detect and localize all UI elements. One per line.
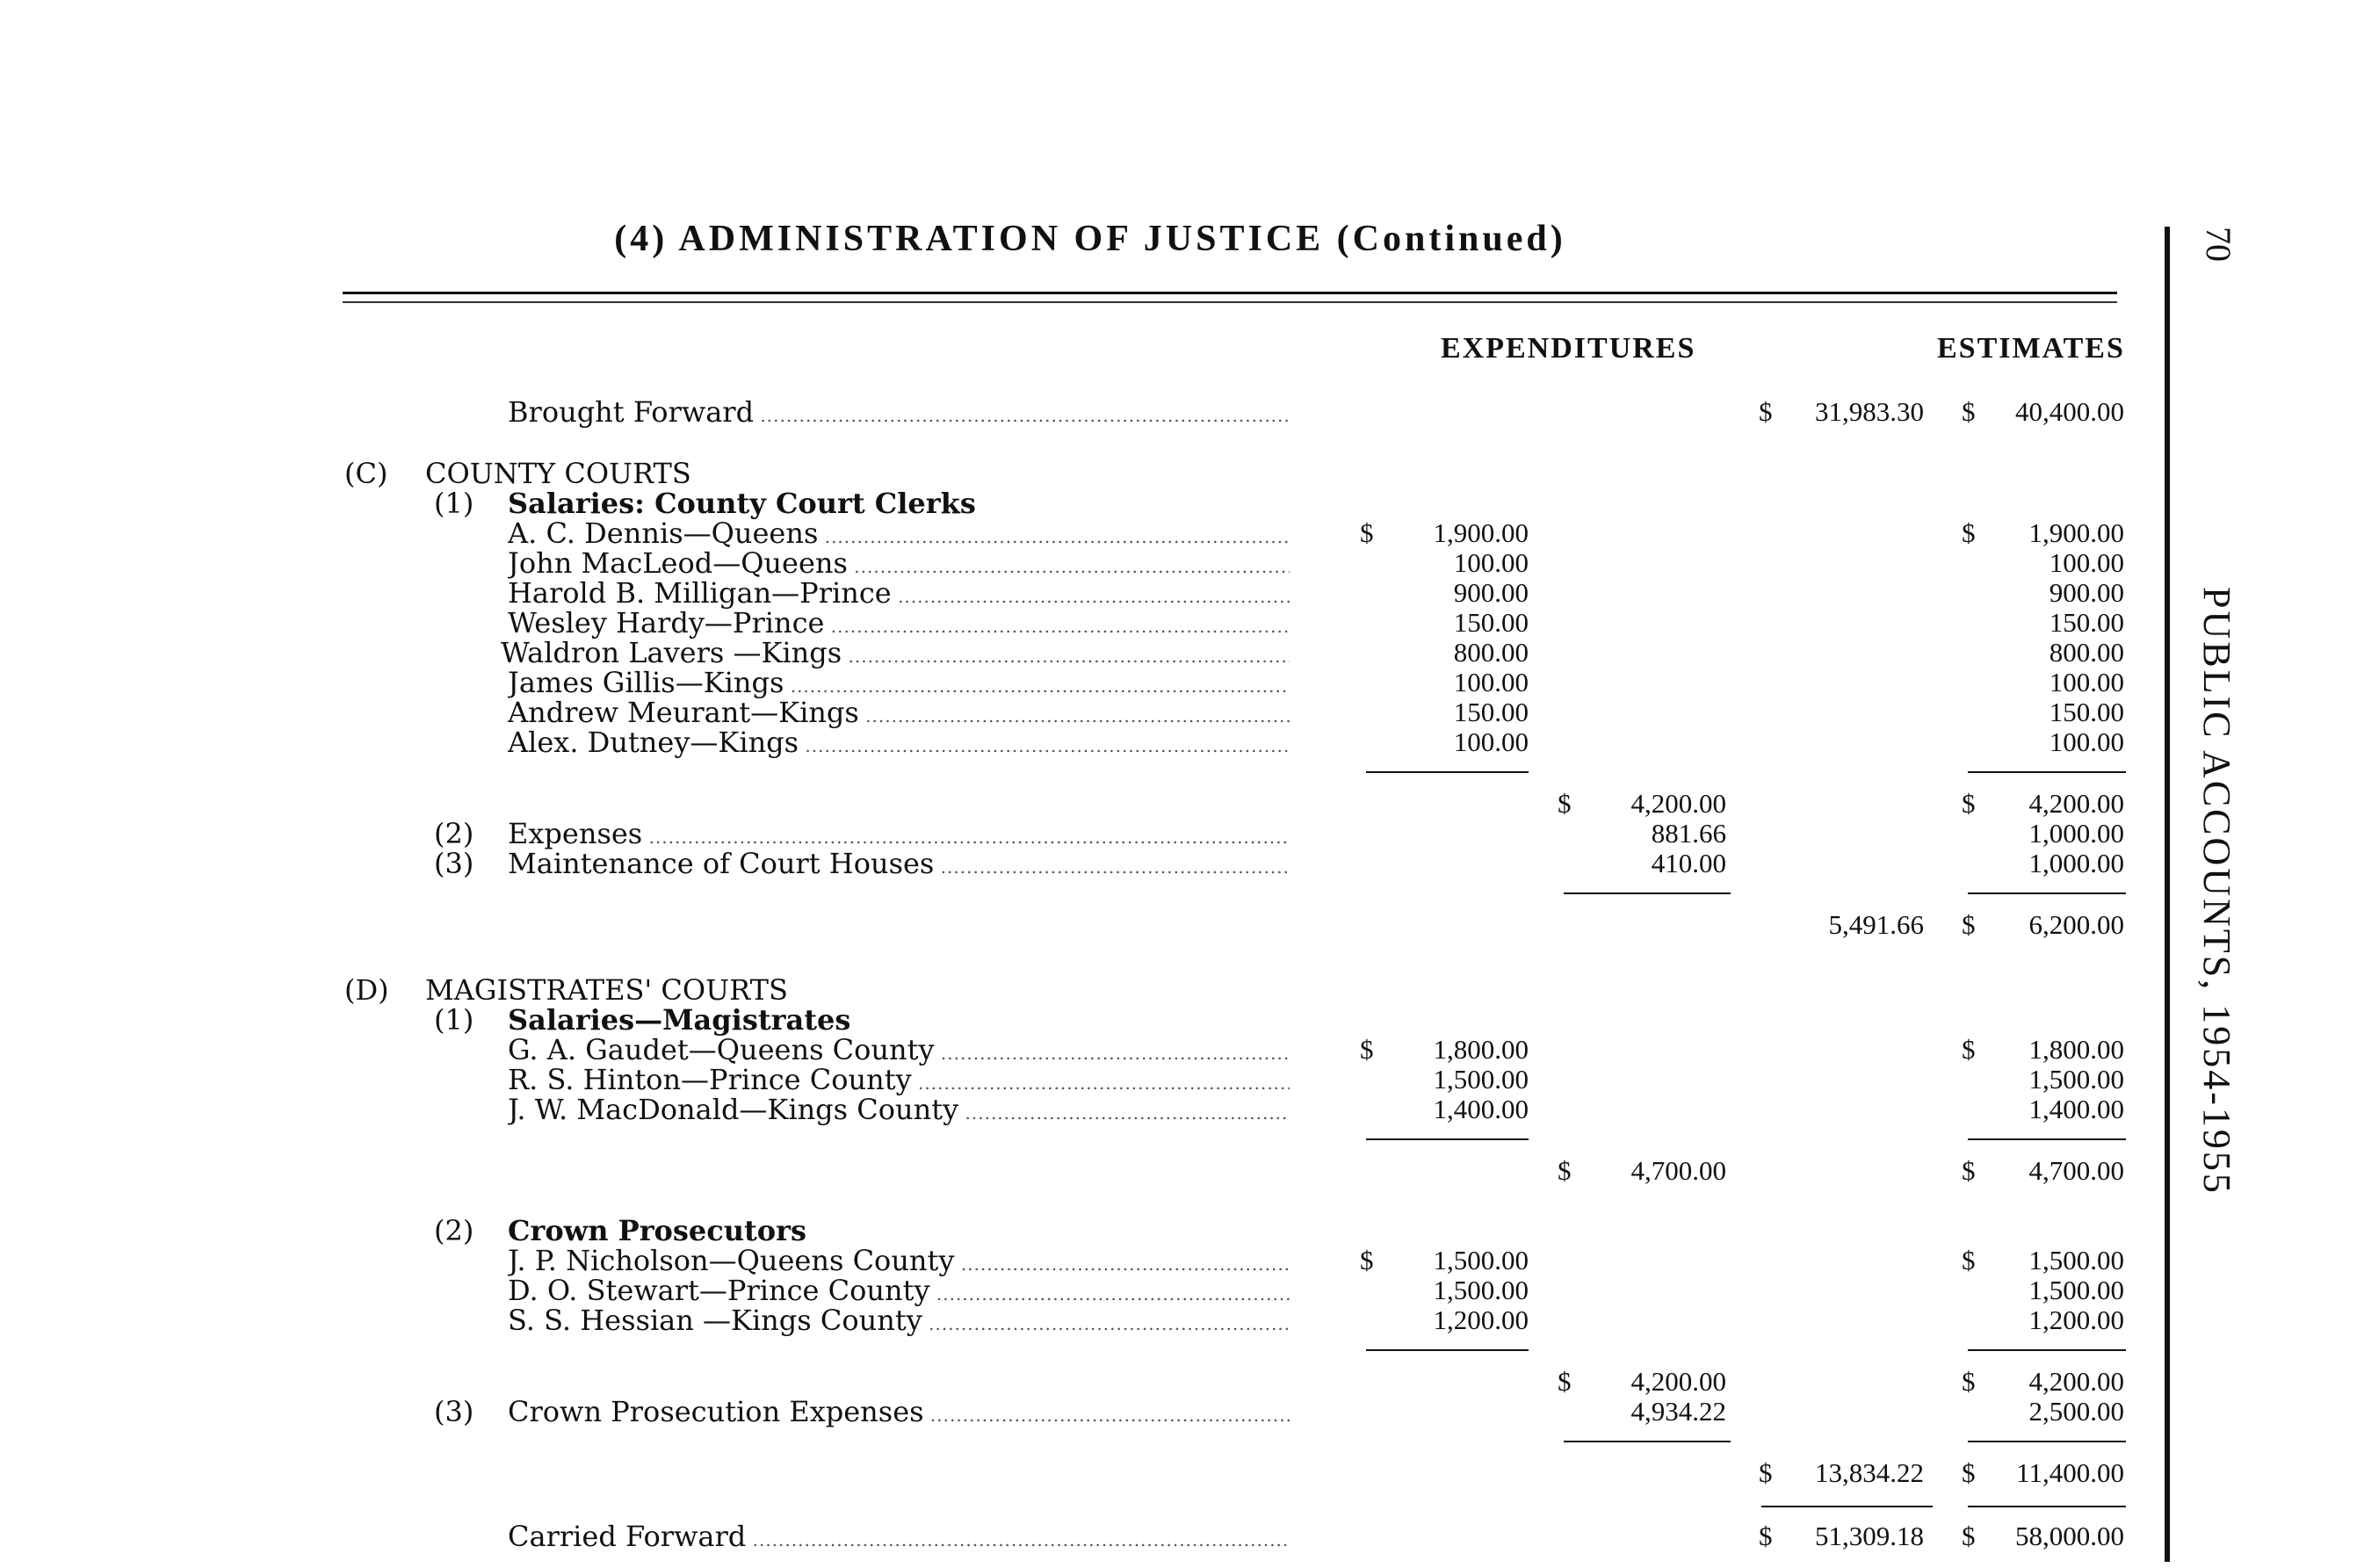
dollar-sign: $ bbox=[1962, 1457, 1976, 1488]
estimate-value: 100.00 bbox=[2049, 667, 2124, 697]
expenditure-value: 100.00 bbox=[1453, 726, 1529, 757]
dollar-sign: $ bbox=[1962, 1366, 1976, 1397]
dollar-sign: $ bbox=[1360, 1034, 1374, 1065]
page-number: 70 bbox=[2199, 227, 2238, 262]
dollar-sign: $ bbox=[1759, 396, 1773, 427]
magistrate-name: R. S. Hinton—Prince County ..... bbox=[508, 1065, 1290, 1098]
clerk-name: A. C. Dennis—Queens ..... bbox=[508, 518, 1290, 552]
subtotal-expenditure: 4,200.00 bbox=[1630, 1366, 1726, 1397]
subtotal-rule bbox=[1968, 771, 2126, 773]
estimate-value: 1,000.00 bbox=[2028, 848, 2124, 878]
county-total-estimate: 6,200.00 bbox=[2028, 909, 2124, 940]
expenditure-value: 1,500.00 bbox=[1433, 1064, 1529, 1095]
dollar-sign: $ bbox=[1360, 517, 1374, 548]
estimate-value: 1,500.00 bbox=[2028, 1245, 2124, 1275]
magistrates-total-expenditure: 13,834.22 bbox=[1815, 1457, 1924, 1488]
subsection-number: (3) bbox=[434, 1395, 474, 1428]
subtotal-expenditure: 4,700.00 bbox=[1630, 1155, 1726, 1186]
expenditure-value: 100.00 bbox=[1453, 667, 1529, 697]
subtotal-expenditure: 4,200.00 bbox=[1630, 788, 1726, 819]
subsection-number: (2) bbox=[434, 1214, 474, 1247]
dollar-sign: $ bbox=[1962, 788, 1976, 819]
carried-forward-expenditure: 51,309.18 bbox=[1815, 1521, 1924, 1551]
subtotal-estimate: 4,200.00 bbox=[2028, 1366, 2124, 1397]
dollar-sign: $ bbox=[1962, 396, 1976, 427]
clerk-name: Waldron Lavers —Kings ..... bbox=[501, 638, 1290, 671]
clerk-name: James Gillis—Kings ..... bbox=[508, 668, 1290, 701]
subsection-number: (3) bbox=[434, 847, 474, 880]
prosecutor-name: J. P. Nicholson—Queens County ..... bbox=[508, 1246, 1290, 1279]
estimate-value: 1,900.00 bbox=[2028, 517, 2124, 548]
dollar-sign: $ bbox=[1962, 909, 1976, 940]
estimate-value: 150.00 bbox=[2049, 607, 2124, 638]
subsection-title: Salaries: County Court Clerks bbox=[508, 487, 976, 520]
page-title: (4) ADMINISTRATION OF JUSTICE (Continued) bbox=[614, 219, 1566, 259]
estimates-header: ESTIMATES bbox=[1937, 332, 2125, 365]
header-rule-thin bbox=[343, 301, 2117, 303]
dollar-sign: $ bbox=[1759, 1521, 1773, 1551]
header-rule bbox=[343, 292, 2117, 294]
brought-forward-label: Brought Forward ..... bbox=[508, 397, 1290, 430]
magistrate-name: J. W. MacDonald—Kings County ..... bbox=[508, 1095, 1290, 1128]
estimate-value: 1,500.00 bbox=[2028, 1064, 2124, 1095]
grand-total-rule bbox=[1968, 1506, 2126, 1507]
expenditure-value: 1,400.00 bbox=[1433, 1094, 1529, 1124]
running-title: PUBLIC ACCOUNTS, 1954-1955 bbox=[2195, 587, 2238, 1196]
maintenance-label: Maintenance of Court Houses ..... bbox=[508, 849, 1290, 882]
clerk-name: Alex. Dutney—Kings ..... bbox=[508, 727, 1290, 761]
expenditure-value: 4,934.22 bbox=[1630, 1396, 1726, 1427]
prosecutor-name: D. O. Stewart—Prince County ..... bbox=[508, 1275, 1290, 1309]
estimate-value: 2,500.00 bbox=[2028, 1396, 2124, 1427]
estimate-value: 1,400.00 bbox=[2028, 1094, 2124, 1124]
dollar-sign: $ bbox=[1360, 1245, 1374, 1275]
expenditures-header: EXPENDITURES bbox=[1441, 332, 1696, 365]
dollar-sign: $ bbox=[1759, 1457, 1773, 1488]
estimate-value: 1,200.00 bbox=[2028, 1304, 2124, 1335]
expenditure-value: 150.00 bbox=[1453, 697, 1529, 727]
subsection-title: Salaries—Magistrates bbox=[508, 1003, 851, 1037]
section-marker: (C) bbox=[344, 457, 388, 490]
carried-forward-estimate: 58,000.00 bbox=[2015, 1521, 2124, 1551]
expenditure-value: 800.00 bbox=[1453, 637, 1529, 668]
expenditure-value: 410.00 bbox=[1651, 848, 1726, 878]
total-rule bbox=[1968, 1441, 2126, 1442]
section-heading: MAGISTRATES' COURTS bbox=[425, 973, 788, 1007]
expenditure-value: 1,900.00 bbox=[1433, 517, 1529, 548]
clerk-name: Andrew Meurant—Kings ..... bbox=[508, 697, 1290, 731]
subtotal-rule bbox=[1366, 771, 1529, 773]
expenditure-value: 1,200.00 bbox=[1433, 1304, 1529, 1335]
clerk-name: Wesley Hardy—Prince ..... bbox=[508, 608, 1290, 641]
total-rule bbox=[1564, 1441, 1731, 1442]
carried-forward-label: Carried Forward ..... bbox=[508, 1521, 1290, 1555]
clerk-name: John MacLeod—Queens ..... bbox=[508, 548, 1290, 582]
subsection-number: (1) bbox=[434, 487, 474, 520]
total-rule bbox=[1968, 892, 2126, 894]
subtotal-rule bbox=[1366, 1138, 1529, 1140]
estimate-value: 150.00 bbox=[2049, 697, 2124, 727]
brought-forward-estimate: 40,400.00 bbox=[2015, 396, 2124, 427]
expenditure-value: 1,500.00 bbox=[1433, 1275, 1529, 1305]
prosecutor-name: S. S. Hessian —Kings County ..... bbox=[508, 1305, 1290, 1339]
magistrates-total-estimate: 11,400.00 bbox=[2016, 1457, 2124, 1488]
subtotal-estimate: 4,700.00 bbox=[2028, 1155, 2124, 1186]
section-marker: (D) bbox=[344, 973, 389, 1007]
estimate-value: 100.00 bbox=[2049, 547, 2124, 578]
dollar-sign: $ bbox=[1962, 1155, 1976, 1186]
expenditure-value: 150.00 bbox=[1453, 607, 1529, 638]
subsection-number: (2) bbox=[434, 817, 474, 850]
dollar-sign: $ bbox=[1558, 1366, 1572, 1397]
expenditure-value: 1,800.00 bbox=[1433, 1034, 1529, 1065]
subtotal-rule bbox=[1366, 1349, 1529, 1351]
subsection-number: (1) bbox=[434, 1003, 474, 1037]
total-rule bbox=[1564, 892, 1731, 894]
estimate-value: 1,800.00 bbox=[2028, 1034, 2124, 1065]
estimate-value: 1,000.00 bbox=[2028, 818, 2124, 849]
subsection-title: Crown Prosecutors bbox=[508, 1214, 807, 1247]
dollar-sign: $ bbox=[1962, 1034, 1976, 1065]
estimate-value: 100.00 bbox=[2049, 726, 2124, 757]
expenses-label: Expenses ..... bbox=[508, 819, 1290, 852]
expenditure-value: 1,500.00 bbox=[1433, 1245, 1529, 1275]
section-heading: COUNTY COURTS bbox=[425, 457, 691, 490]
estimate-value: 800.00 bbox=[2049, 637, 2124, 668]
estimate-value: 1,500.00 bbox=[2028, 1275, 2124, 1305]
expenditure-value: 881.66 bbox=[1651, 818, 1726, 849]
county-total-expenditure: 5,491.66 bbox=[1828, 909, 1924, 940]
expenditure-value: 900.00 bbox=[1453, 577, 1529, 608]
grand-total-rule bbox=[1761, 1506, 1933, 1507]
prosecution-expenses-label: Crown Prosecution Expenses ..... bbox=[508, 1397, 1290, 1430]
dollar-sign: $ bbox=[1558, 1155, 1572, 1186]
estimate-value: 900.00 bbox=[2049, 577, 2124, 608]
dollar-sign: $ bbox=[1962, 1521, 1976, 1551]
subtotal-rule bbox=[1968, 1138, 2126, 1140]
dollar-sign: $ bbox=[1962, 517, 1976, 548]
subtotal-rule bbox=[1968, 1349, 2126, 1351]
margin-rule bbox=[2165, 227, 2170, 1562]
dollar-sign: $ bbox=[1962, 1245, 1976, 1275]
magistrate-name: G. A. Gaudet—Queens County ..... bbox=[508, 1035, 1290, 1068]
subtotal-estimate: 4,200.00 bbox=[2028, 788, 2124, 819]
expenditure-value: 100.00 bbox=[1453, 547, 1529, 578]
clerk-name: Harold B. Milligan—Prince ..... bbox=[508, 578, 1290, 611]
brought-forward-expenditure: 31,983.30 bbox=[1815, 396, 1924, 427]
dollar-sign: $ bbox=[1558, 788, 1572, 819]
